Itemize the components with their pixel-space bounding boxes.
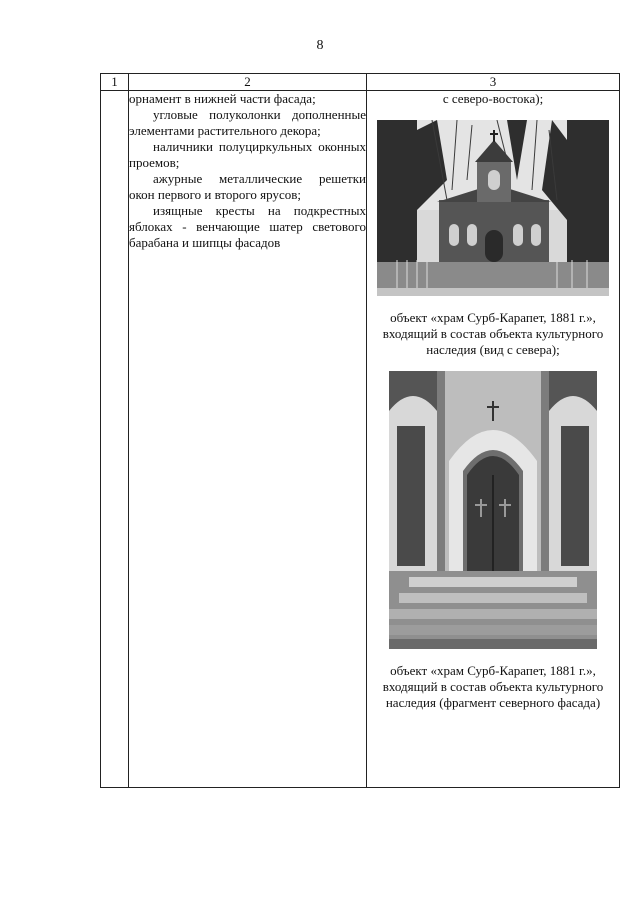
cell-col-3 — [367, 91, 620, 788]
feature-item: ажурные металлические решетки окон первого и второго ярусов; — [129, 171, 366, 202]
feature-item: орнамент в нижней части фасада; — [129, 91, 316, 106]
feature-item: наличники полуциркульных оконных проемов; — [129, 139, 366, 170]
caption-north-facade: объект «храм Сурб-Карапет, 1881 г.», входящий в состав объекта культурного наследия (фрагмент северного фасада) — [382, 663, 604, 710]
cell-col-2 — [129, 91, 367, 788]
caption-top: с северо-востока); — [442, 91, 544, 106]
header-col-2: 2 — [129, 74, 367, 91]
caption-north-view: объект «храм Сурб-Карапет, 1881 г.», входящий в состав объекта культурного наследия (вид с севера); — [382, 310, 604, 357]
feature-item: изящные кресты на подкрестных яблоках - венчающие шатер светового барабана и шипцы фасадов — [129, 203, 366, 250]
table-body-row — [101, 91, 620, 788]
church-exterior-photo — [377, 120, 609, 296]
page-number: 8 — [316, 38, 324, 53]
cell-col-1 — [101, 91, 129, 788]
header-col-1: 1 — [101, 74, 129, 91]
feature-item: угловые полуколонки дополненные элементами растительного декора; — [129, 107, 366, 138]
heritage-table — [100, 73, 620, 788]
table-header-row — [101, 74, 620, 91]
header-col-3: 3 — [367, 74, 620, 91]
north-facade-photo — [389, 371, 597, 649]
